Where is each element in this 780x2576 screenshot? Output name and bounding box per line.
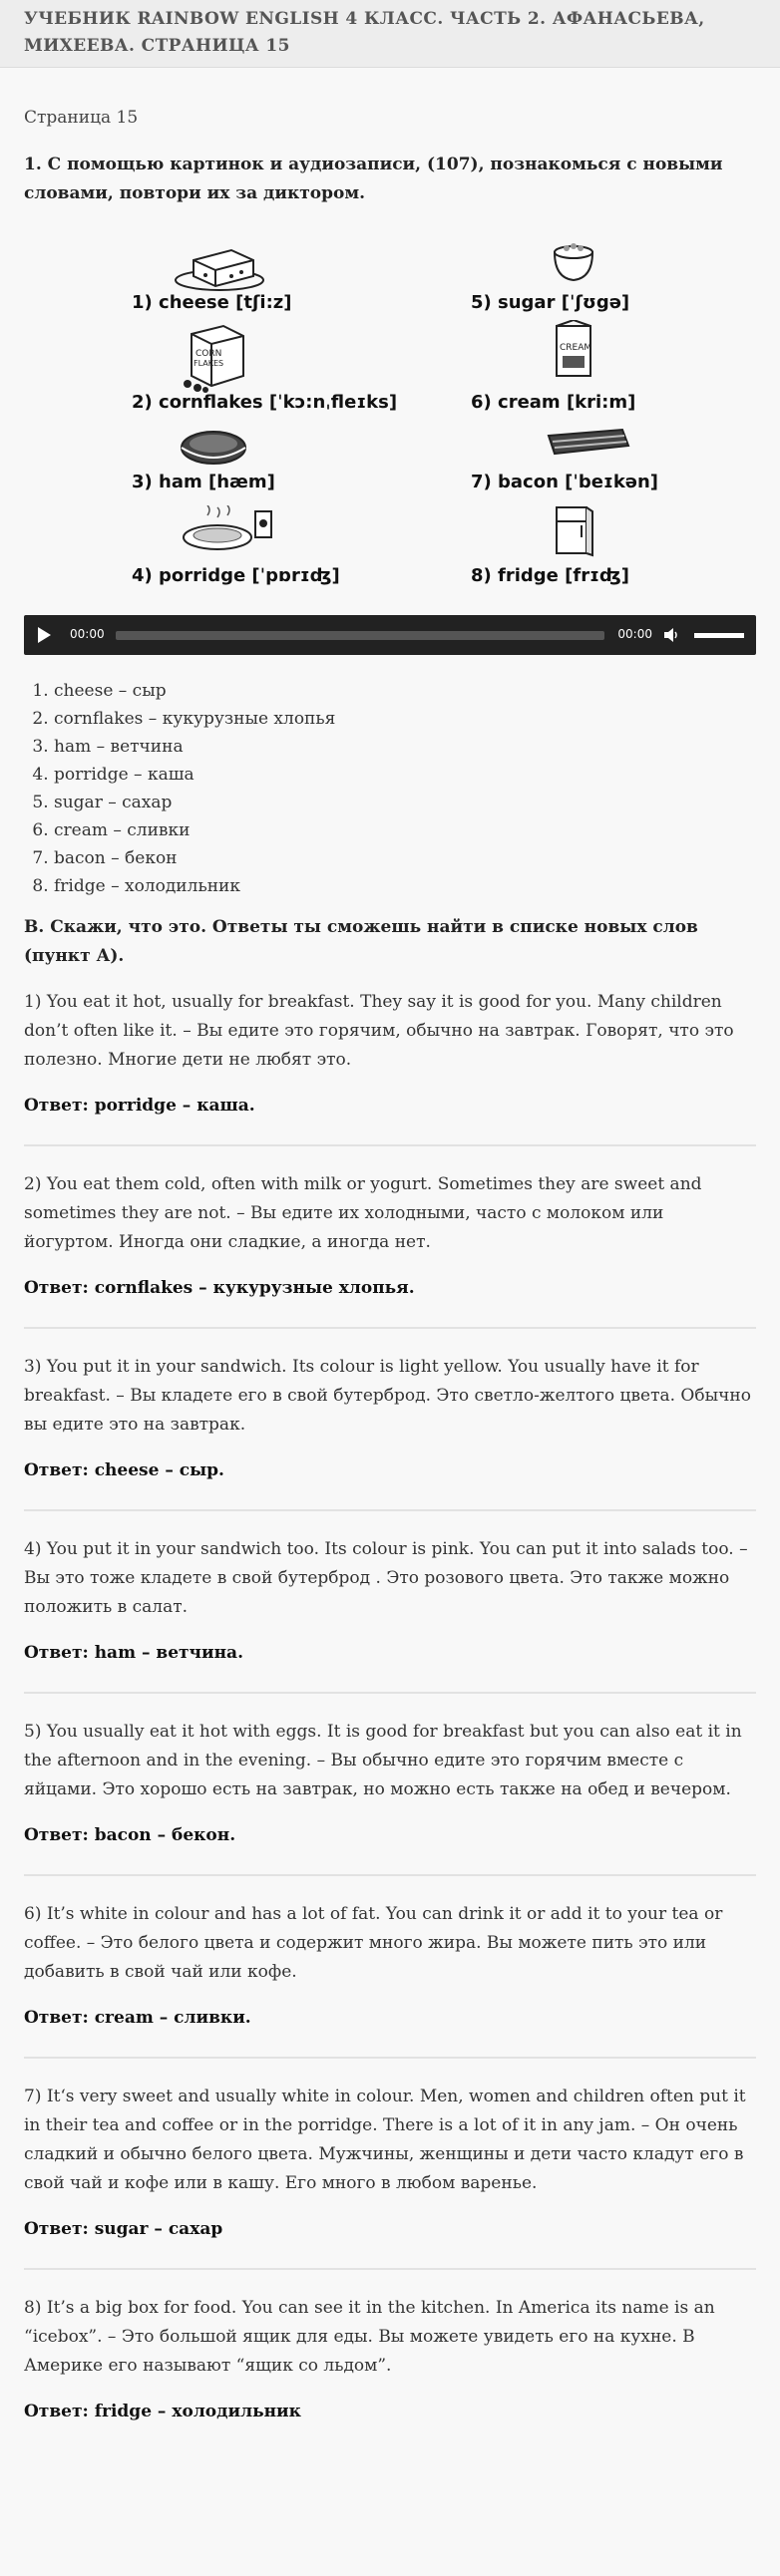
cornflakes-box-icon <box>178 322 257 394</box>
vocab-word: 7) bacon [ˈbeɪkən] <box>471 472 659 492</box>
vocab-word: 6) cream [kri:m] <box>471 392 636 413</box>
separator <box>24 1327 756 1329</box>
separator <box>24 1874 756 1876</box>
question-text: 8) It’s a big box for food. You can see it in the kitchen. In America its name is an “icebox”. – Это большой ящик для еды. Вы можете увидеть его на кухне. В Америке его называют “ящик со льдом”. <box>24 2298 715 2376</box>
cream-carton-icon <box>549 320 598 380</box>
cheese-icon <box>172 232 271 294</box>
answer-text: Ответ: fridge – холодильник <box>24 2402 301 2421</box>
bacon-icon <box>545 426 634 466</box>
progress-track[interactable] <box>116 631 604 640</box>
question-text: 3) You put it in your sandwich. Its colour is light yellow. You usually have it for breakfast. – Вы кладете его в свой бутерброд. Это светло-желтого цвета. Обычно вы едите это на завтрак. <box>24 1357 751 1435</box>
question-block <box>24 1535 756 1668</box>
question-block <box>24 988 756 1121</box>
question-text: 4) You put it in your sandwich too. Its colour is pink. You can put it into salads too. – Вы это тоже кладете в свой бутерброд . Это розового цвета. Это также можно положить в салат. <box>24 1539 748 1617</box>
porridge-bowl-icon <box>178 505 277 555</box>
vocab-list-item: 4. porridge – каша <box>54 761 756 789</box>
question-block <box>24 2083 756 2244</box>
separator <box>24 2268 756 2270</box>
vocab-list-item: 7. bacon – бекон <box>54 844 756 872</box>
vocab-word: 8) fridge [frɪʤ] <box>471 565 629 586</box>
question-text: 2) You eat them cold, often with milk or yogurt. Sometimes they are sweet and sometimes they are not. – Вы едите их холодными, часто с молоком или йогуртом. Иногда они сладкие, а иногда нет. <box>24 1174 702 1252</box>
answer-text: Ответ: porridge – каша. <box>24 1096 255 1116</box>
vocab-list-item: 5. sugar – сахар <box>54 789 756 816</box>
answer-text: Ответ: ham – ветчина. <box>24 1643 243 1663</box>
answer-text: Ответ: bacon – бекон. <box>24 1825 236 1845</box>
question-text: 1) You eat it hot, usually for breakfast. They say it is good for you. Many children don’t often like it. – Вы едите это горячим, обычно на завтрак. Говорят, что это полезно. Многие дети не любят это. <box>24 992 734 1070</box>
vocab-list-item: 8. fridge – холодильник <box>54 872 756 900</box>
vocab-list-item: 1. cheese – сыр <box>54 677 756 705</box>
vocab-word: 4) porridge [ˈpɒrɪʤ] <box>132 565 340 586</box>
vocab-list-item: 2. cornflakes – кукурузные хлопья <box>54 705 756 733</box>
vocab-list-item: 3. ham – ветчина <box>54 733 756 761</box>
question-block <box>24 1718 756 1850</box>
vocabulary-list <box>24 677 756 900</box>
vocab-word: 2) cornflakes [ˈkɔ:nˌfleɪks] <box>132 392 398 413</box>
separator <box>24 1509 756 1511</box>
question-block <box>24 2294 756 2426</box>
page-header <box>0 0 780 68</box>
question-block <box>24 1353 756 1485</box>
page-title: УЧЕБНИК RAINBOW ENGLISH 4 КЛАСС. ЧАСТЬ 2. АФАНАСЬЕВА, МИХЕЕВА. СТРАНИЦА 15 <box>24 9 705 56</box>
vocab-list-item: 6. cream – сливки <box>54 816 756 844</box>
task-1-heading: 1. С помощью картинок и аудиозаписи, (107), познакомься с новыми словами, повтори их за диктором. <box>24 155 723 203</box>
play-icon[interactable] <box>38 627 51 643</box>
volume-slider[interactable] <box>694 633 744 638</box>
svg-text:CREAM: CREAM <box>560 343 592 353</box>
task-b-heading: B. Скажи, что это. Ответы ты сможешь найти в списке новых слов (пункт А). <box>24 917 698 966</box>
duration-time: 00:00 <box>617 627 652 641</box>
svg-text:CORN: CORN <box>195 349 222 359</box>
separator <box>24 1144 756 1146</box>
question-text: 6) It’s white in colour and has a lot of fat. You can drink it or add it to your tea or coffee. – Это белого цвета и содержит много жира. Вы можете пить это или добавить в свой чай или кофе. <box>24 1904 723 1982</box>
volume-icon[interactable] <box>662 626 680 644</box>
vocabulary-image <box>24 232 756 607</box>
svg-text:FLAKES: FLAKES <box>194 359 224 368</box>
ham-icon <box>176 424 255 474</box>
question-block <box>24 1170 756 1303</box>
current-time: 00:00 <box>70 627 105 641</box>
answer-text: Ответ: cream – сливки. <box>24 2008 251 2028</box>
fridge-icon <box>549 503 598 557</box>
separator <box>24 2057 756 2059</box>
vocab-word: 1) cheese [tʃi:z] <box>132 292 292 313</box>
question-text: 5) You usually eat it hot with eggs. It is good for breakfast but you can also eat it in the afternoon and in the evening. – Вы обычно едите это горячим вместе с яйцами. Это хорошо есть на завтрак, но можно есть также на обед и вечером. <box>24 1722 742 1799</box>
page-number-label: Страница 15 <box>24 108 139 128</box>
vocab-word: 3) ham [hæm] <box>132 472 275 492</box>
question-text: 7) It‘s very sweet and usually white in colour. Men, women and children often put it in their tea and coffee or in the porridge. There is a lot of it in any jam. – Он очень сладкий и обычно белого цвета. Мужчины, женщины и дети часто кладут его в свой чай и кофе или в кашу. Его много в любом варенье. <box>24 2087 746 2193</box>
question-block <box>24 1900 756 2033</box>
vocab-word: 5) sugar [ˈʃʊgə] <box>471 292 630 313</box>
separator <box>24 1692 756 1694</box>
answer-text: Ответ: sugar – сахар <box>24 2219 223 2239</box>
answer-text: Ответ: cornflakes – кукурузные хлопья. <box>24 1278 415 1298</box>
answer-text: Ответ: cheese – сыр. <box>24 1460 224 1480</box>
sugar-bowl-icon <box>549 232 598 288</box>
article-content <box>0 68 780 2426</box>
audio-player <box>24 615 756 655</box>
questions-list <box>24 988 756 2426</box>
